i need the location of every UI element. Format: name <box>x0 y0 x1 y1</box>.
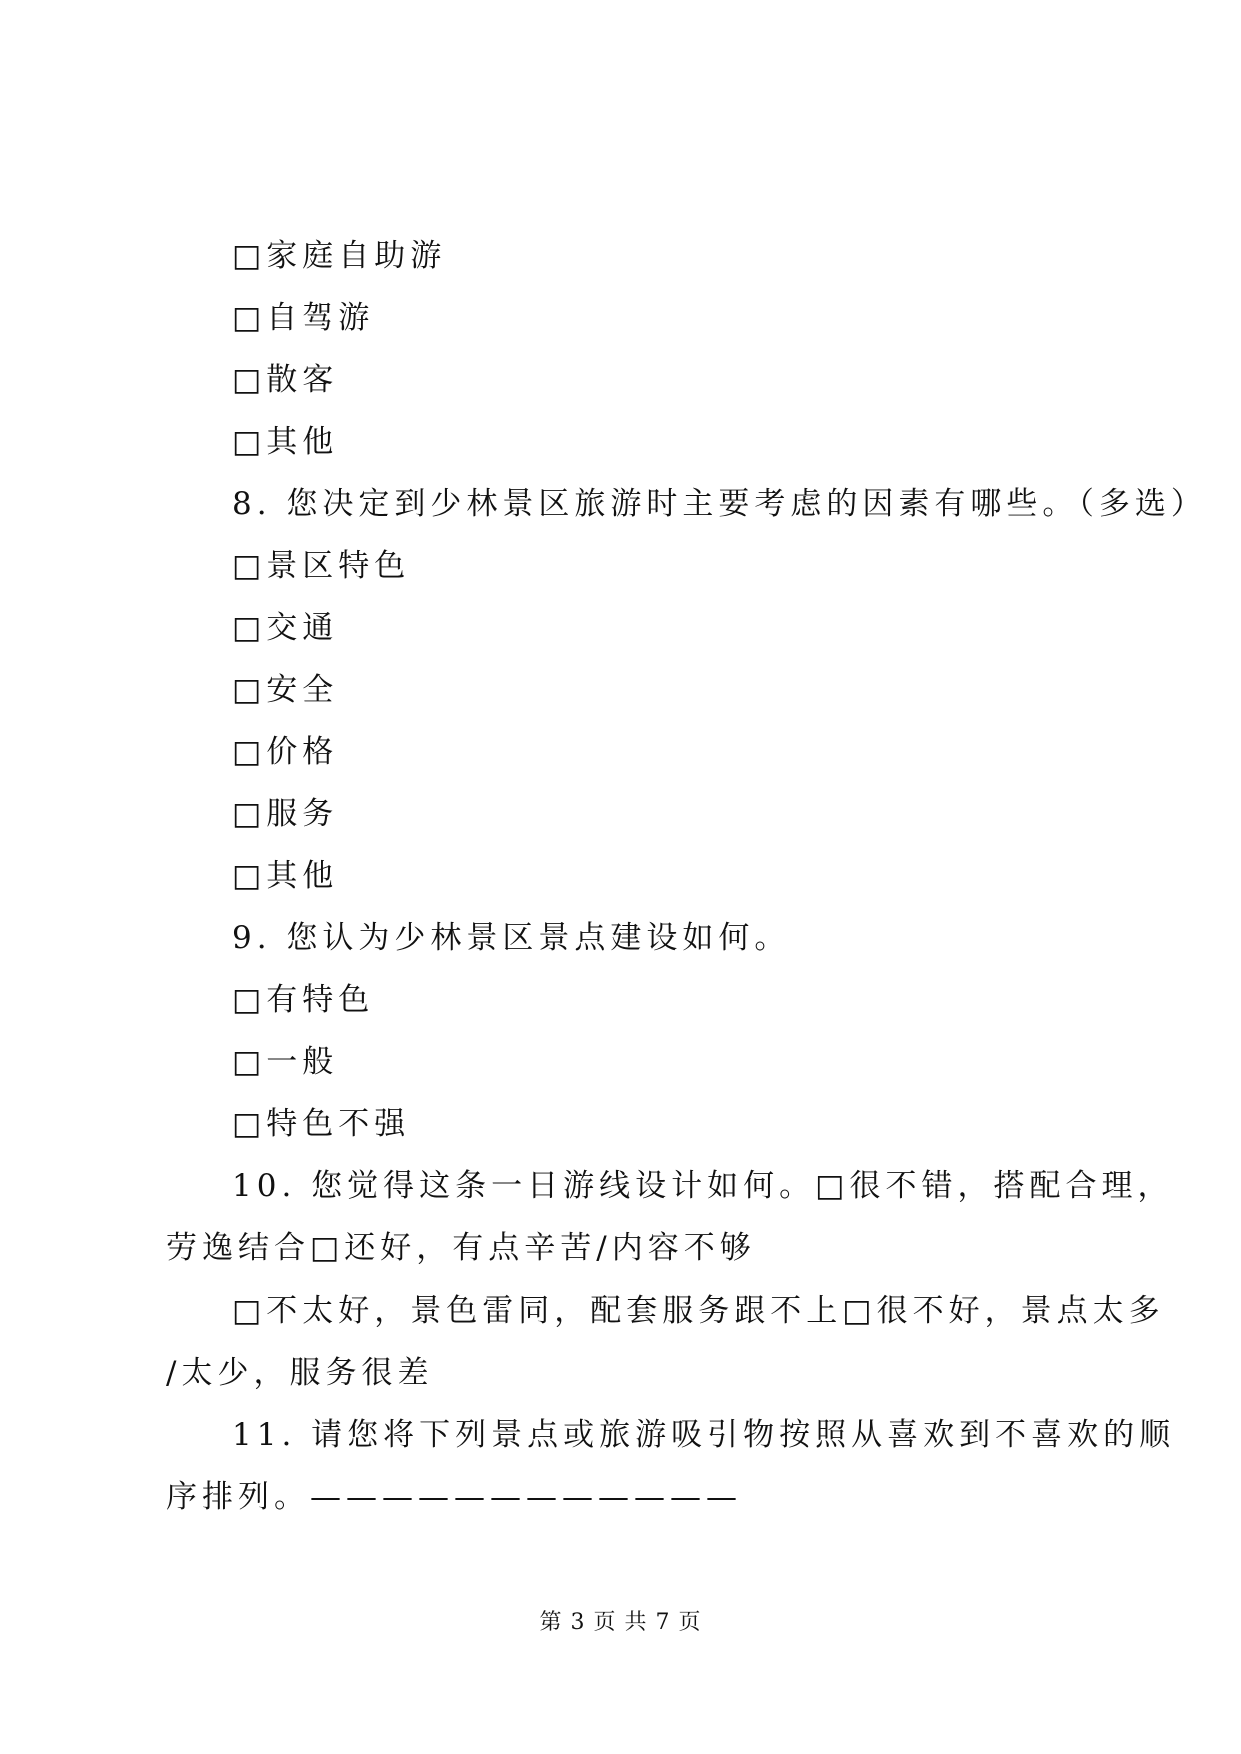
option-other: □其他 <box>232 424 339 460</box>
question-11-line-1: 11. 请您将下列景点或旅游吸引物按照从喜欢到不喜欢的顺 <box>232 1417 1176 1453</box>
option-family-self-guided: □家庭自助游 <box>232 238 447 274</box>
q9-option-average: □一般 <box>232 1044 339 1080</box>
q8-option-service: □服务 <box>232 796 339 832</box>
q8-option-other: □其他 <box>232 858 339 894</box>
page-footer: 第 3 页 共 7 页 <box>539 1610 702 1635</box>
q8-option-scenic-feature: □景区特色 <box>232 548 411 584</box>
option-self-drive: □自驾游 <box>232 300 375 336</box>
q9-option-distinctive: □有特色 <box>232 982 375 1018</box>
question-8: 8. 您决定到少林景区旅游时主要考虑的因素有哪些。（多选） <box>232 486 1207 522</box>
question-9: 9. 您认为少林景区景点建设如何。 <box>232 920 791 956</box>
q8-option-price: □价格 <box>232 734 339 770</box>
question-10-line-4: /太少，服务很差 <box>166 1355 434 1391</box>
question-10-line-2: 劳逸结合□还好，有点辛苦/内容不够 <box>166 1230 756 1266</box>
q8-option-transport: □交通 <box>232 610 339 646</box>
q9-option-not-distinctive: □特色不强 <box>232 1106 411 1142</box>
q8-option-safety: □安全 <box>232 672 339 708</box>
question-10-line-3: □不太好，景色雷同，配套服务跟不上□很不好，景点太多 <box>232 1293 1165 1329</box>
option-individual: □散客 <box>232 362 339 398</box>
question-10-line-1: 10. 您觉得这条一日游线设计如何。□很不错，搭配合理， <box>232 1168 1174 1204</box>
question-11-line-2: 序排列。———————————— <box>166 1479 742 1515</box>
